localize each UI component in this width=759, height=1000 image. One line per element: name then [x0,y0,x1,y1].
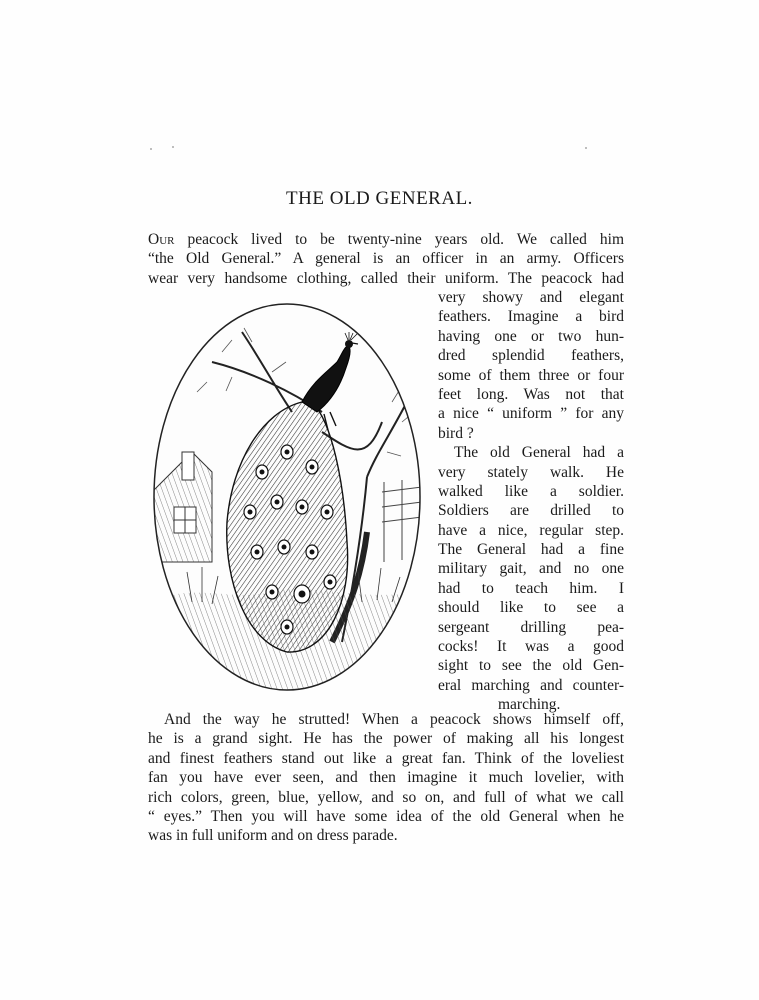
text-line: very showy and elegant [438,289,624,306]
text-line: The General had a fine [438,541,624,559]
text-line: he is a grand sight. He has the power of making all his longest [148,730,624,748]
text-line: and finest feathers stand out like a great fan. Think of the loveliest [148,749,624,767]
text-line: was in full uniform and on dress parade. [148,827,398,845]
text-line: “ eyes.” Then you will have some idea of the old General when he [148,807,624,825]
text-line: cocks! It was a good [438,638,624,656]
drop-word: Our [148,231,175,248]
text-line: dred splendid feathers, [438,347,624,365]
peacock-illustration [152,302,422,692]
text-line: Soldiers are drilled to [438,502,624,520]
text-line: marching. [498,696,561,714]
text-line: And the way he strutted! When a peacock shows himself off, [164,711,624,728]
text-line [148,230,624,249]
chapter-title: THE OLD GENERAL. [286,188,473,209]
text-line: having one or two hun- [438,327,624,345]
text-line: rich colors, green, blue, yellow, and so on, and full of what we call [148,788,624,806]
text-line: very stately walk. He [438,463,624,481]
text-line: sergeant drilling pea- [438,618,624,636]
text-line: walked like a soldier. [438,482,624,500]
text-line: feathers. Imagine a bird [438,308,624,326]
closing-paragraph [148,710,624,846]
line-text: peacock lived to be twenty-nine years old. We called him [174,231,624,248]
text-line: have a nice, regular step. [438,521,624,539]
text-line: sight to see the old Gen- [438,657,624,675]
text-line: wear very handsome clothing, called their uniform. The peacock had [148,269,624,287]
intro-paragraph [148,230,624,288]
paper-speck [172,146,174,148]
text-line: a nice “ uniform ” for any [438,405,624,423]
text-line: bird ? [438,424,474,442]
paper-speck [150,148,152,150]
text-line: eral marching and counter- [438,676,624,694]
text-line: fan you have ever seen, and then imagine it much lovelier, with [148,769,624,787]
peacock-engraving-icon [152,302,422,692]
text-line: feet long. Was not that [438,385,624,403]
text-line: The old General had a [454,444,624,462]
text-line: should like to see a [438,599,624,617]
paper-speck [585,147,587,149]
text-line: some of them three or four [438,366,624,384]
text-line: had to teach him. I [438,579,624,597]
right-column-paragraphs [438,288,624,715]
text-line: military gait, and no one [438,560,624,578]
text-line: “the Old General.” A general is an officer in an army. Officers [148,250,624,268]
